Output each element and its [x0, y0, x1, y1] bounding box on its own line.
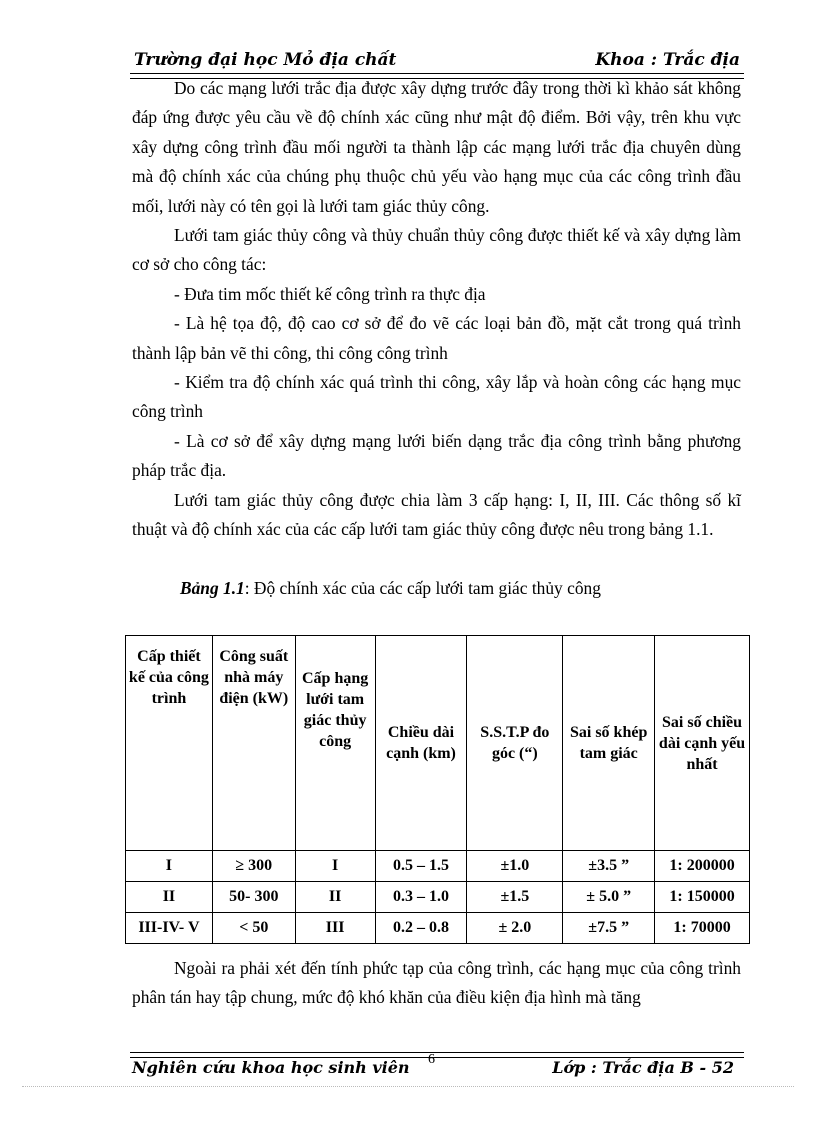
paragraph: Lưới tam giác thủy công và thủy chuẩn thủy công được thiết kế và xây dựng làm cơ sở cho công tác: [132, 225, 741, 275]
table-cell: I [295, 851, 375, 882]
paragraph: Lưới tam giác thủy công được chia làm 3 cấp hạng: I, II, III. Các thông số kĩ thuật và độ chính xác của các cấp lưới tam giác thủy công được nêu trong bảng 1.1. [132, 489, 741, 540]
caption-text: : Độ chính xác của các cấp lưới tam giác thủy công [244, 578, 601, 598]
header-cell: Cấp hạng lưới tam giác thủy công [295, 636, 375, 851]
table-cell: 1: 200000 [655, 851, 750, 882]
table-cell: ± 2.0 [467, 913, 563, 944]
table-cell: ±7.5 ” [563, 913, 655, 944]
table-cell: 1: 70000 [655, 913, 750, 944]
bullet-item: - Là hệ tọa độ, độ cao cơ sở để đo vẽ các loại bản đồ, mặt cắt trong quá trình thành lập bản vẽ thi công, thi công công trình [132, 313, 741, 363]
bullet-item: - Kiểm tra độ chính xác quá trình thi công, xây lắp và hoàn công các hạng mục công trình [132, 372, 741, 422]
body-text [132, 74, 741, 545]
page-header [130, 50, 744, 74]
header-cell: Cấp thiết kế của công trình [126, 636, 213, 851]
page-footer [130, 1058, 744, 1080]
table-cell: ≥ 300 [212, 851, 295, 882]
paragraph: Ngoài ra phải xét đến tính phức tạp của công trình, các hạng mục của công trình phân tán hay tập chung, mức độ khó khăn của điều kiện địa hình mà tăng [132, 958, 741, 1008]
table-cell: ± 5.0 ” [563, 882, 655, 913]
table-cell: III-IV- V [126, 913, 213, 944]
table-cell: 0.3 – 1.0 [375, 882, 467, 913]
table-cell: 1: 150000 [655, 882, 750, 913]
paragraph: Do các mạng lưới trắc địa được xây dựng trước đây trong thời kì khảo sát không đáp ứng được yêu cầu về độ chính xác cũng như mật độ điểm. Bởi vậy, trên khu vực xây dựng công trình đầu mối người ta thành lập các mạng lưới trắc địa chuyên dùng mà độ chính xác của chúng phụ thuộc chủ yếu vào hạng mục của các công trình đầu mối, lưới này có tên gọi là lưới tam giác thủy công. [132, 78, 741, 216]
table-row [126, 882, 750, 913]
header-cell: Sai số khép tam giác [563, 636, 655, 851]
header-faculty: Khoa : Trắc địa [595, 50, 740, 70]
table-cell: 50- 300 [212, 882, 295, 913]
header-cell: S.S.T.P đo góc (“) [467, 636, 563, 851]
table-row [126, 913, 750, 944]
table-cell: 0.2 – 0.8 [375, 913, 467, 944]
footer-research: Nghiên cứu khoa học sinh viên [132, 1058, 410, 1077]
table-cell: < 50 [212, 913, 295, 944]
table-cell: ±1.5 [467, 882, 563, 913]
table-header-row [126, 636, 750, 851]
header-cell: Chiều dài cạnh (km) [375, 636, 467, 851]
accuracy-table [125, 635, 750, 944]
table-caption [180, 578, 601, 599]
header-cell: Sai số chiều dài cạnh yếu nhất [655, 636, 750, 851]
table-cell: II [126, 882, 213, 913]
header-cell: Công suất nhà máy điện (kW) [212, 636, 295, 851]
table-row [126, 851, 750, 882]
bullet-item: - Đưa tim mốc thiết kế công trình ra thực địa [174, 283, 486, 304]
table-cell: I [126, 851, 213, 882]
header-university: Trường đại học Mỏ địa chất [134, 50, 397, 70]
table-cell: 0.5 – 1.5 [375, 851, 467, 882]
page-number: 6 [428, 1052, 435, 1067]
footer-class: Lớp : Trắc địa B - 52 [552, 1058, 734, 1077]
table-cell: II [295, 882, 375, 913]
page-bottom-divider [22, 1086, 794, 1087]
bullet-item: - Là cơ sở để xây dựng mạng lưới biến dạng trắc địa công trình bằng phương pháp trắc địa. [132, 430, 741, 481]
table-cell: ±1.0 [467, 851, 563, 882]
after-table-text [132, 954, 741, 1013]
table-cell: III [295, 913, 375, 944]
table-cell: ±3.5 ” [563, 851, 655, 882]
caption-label: Bảng 1.1 [180, 578, 245, 598]
